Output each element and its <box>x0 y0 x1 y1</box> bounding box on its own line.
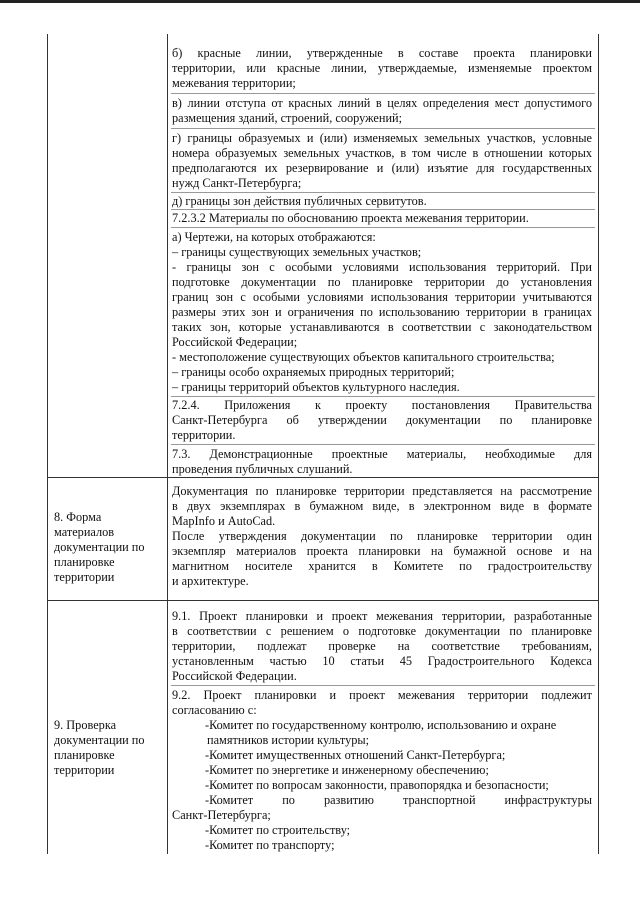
section-91-line3: территории, подлежат проверке на соответствие требованиям, <box>172 639 592 653</box>
item-g-line1: г) границы образуемых и (или) изменяемых земельных участков, условные <box>172 131 592 145</box>
row8-label-line3: документации по <box>54 540 145 554</box>
item-g-line3: предполагаются их резервирование и (или) изъятие для государственных <box>172 161 592 175</box>
paragraph-separator <box>171 444 595 445</box>
row8-text-line1: Документация по планировке территории представляется на рассмотрение <box>172 484 592 498</box>
section-724-line2: Санкт-Петербурга об утверждении документации по планировке <box>172 413 592 427</box>
paragraph-separator <box>171 192 595 193</box>
item-v-line2: размещения зданий, строений, сооружений; <box>172 111 403 125</box>
section-92-line10: -Комитет по строительству; <box>205 823 351 837</box>
item-a-line11: – границы территорий объектов культурного наследия. <box>172 380 460 394</box>
item-g-line2: номера образуемых земельных участков, в том числе в отношении которых <box>172 146 592 160</box>
paragraph-separator <box>171 128 595 129</box>
requirements-table <box>47 34 599 854</box>
item-a-line3: - границы зон с особыми условиями использования территорий. При <box>172 260 592 274</box>
section-92-line5: -Комитет имущественных отношений Санкт-Петербурга; <box>205 748 506 762</box>
row8-label-line2: материалов <box>54 525 115 539</box>
item-a-line4: подготовке документации по планировке территории до установления <box>172 275 592 289</box>
section-91-line2: в соответствии с решением о подготовке документации по планировке <box>172 624 592 638</box>
row8-label-line4: планировке <box>54 555 115 569</box>
section-92-line2: согласованию с: <box>172 703 257 717</box>
paragraph-separator <box>171 93 595 94</box>
section-92-line9: Санкт-Петербурга; <box>172 808 271 822</box>
section-92-line7: -Комитет по вопросам законности, правопорядка и безопасности; <box>205 778 549 792</box>
table-border-right <box>598 34 599 854</box>
item-d: д) границы зон действия публичных сервитутов. <box>172 194 427 208</box>
row9-label-line4: территории <box>54 763 115 777</box>
page-top-rule <box>0 0 640 3</box>
table-border-left <box>47 34 48 854</box>
paragraph-separator <box>171 685 595 686</box>
item-b-line2: территории, или красные линии, утверждаемые, изменяемые проектом <box>172 61 592 75</box>
item-a-line9: - местоположение существующих объектов капитального строительства; <box>172 350 555 364</box>
row8-text-line5: экземпляр материалов проекта планировки на бумажной основе и на <box>172 544 592 558</box>
row-divider-8 <box>47 477 599 478</box>
row8-text-line6: магнитном носителе хранится в Комитете по градостроительству <box>172 559 592 573</box>
row9-label-line3: планировке <box>54 748 115 762</box>
item-a-line5: границ зон с особыми условиями использования территории учитываются <box>172 290 592 304</box>
row8-label-line1: 8. Форма <box>54 510 102 524</box>
section-92-line1: 9.2. Проект планировки и проект межевания территории подлежит <box>172 688 592 702</box>
row8-text-line7: и архитектуре. <box>172 574 249 588</box>
section-73-line1: 7.3. Демонстрационные проектные материалы, необходимые для <box>172 447 592 461</box>
section-92-line6: -Комитет по энергетике и инженерному обеспечению; <box>205 763 489 777</box>
item-a-line7: таких зон, которые устанавливаются в соответствии с законодательством <box>172 320 592 334</box>
table-column-divider <box>167 34 168 854</box>
row9-label-line1: 9. Проверка <box>54 718 117 732</box>
row-divider-9 <box>47 600 599 601</box>
section-91-line1: 9.1. Проект планировки и проект межевания территории, разработанные <box>172 609 592 623</box>
paragraph-separator <box>171 396 595 397</box>
item-b-line3: межевания территории; <box>172 76 296 90</box>
item-b-line1: б) красные линии, утвержденные в составе проекта планировки <box>172 46 592 60</box>
item-g-line4: нужд Санкт-Петербурга; <box>172 176 302 190</box>
section-92-line8: -Комитет по развитию транспортной инфраструктуры <box>205 793 592 807</box>
section-91-line5: Российской Федерации. <box>172 669 297 683</box>
row9-label-line2: документации по <box>54 733 145 747</box>
paragraph-separator <box>171 227 595 228</box>
row8-text-line3: MapInfo и AutoCad. <box>172 514 276 528</box>
item-a-line1: а) Чертежи, на которых отображаются: <box>172 230 376 244</box>
row8-label-line5: территории <box>54 570 115 584</box>
item-a-line8: Российской Федерации; <box>172 335 298 349</box>
item-v-line1: в) линии отступа от красных линий в целях определения мест допустимого <box>172 96 592 110</box>
item-a-line2: – границы существующих земельных участков; <box>172 245 422 259</box>
section-92-line4: памятников истории культуры; <box>207 733 370 747</box>
section-73-line2: проведения публичных слушаний. <box>172 462 353 476</box>
section-724-line1: 7.2.4. Приложения к проекту постановления Правительства <box>172 398 592 412</box>
row8-text-line4: После утверждения документации по планировке территории один <box>172 529 592 543</box>
item-a-line10: – границы особо охраняемых природных территорий; <box>172 365 455 379</box>
item-a-line6: размеры этих зон и ограничения по использованию территории в границах <box>172 305 592 319</box>
row8-text-line2: в двух экземплярах в бумажном виде, в электронном виде в формате <box>172 499 592 513</box>
paragraph-separator <box>171 209 595 210</box>
section-724-line3: территории. <box>172 428 236 442</box>
section-7232-heading: 7.2.3.2 Материалы по обоснованию проекта межевания территории. <box>172 211 529 225</box>
section-92-line3: -Комитет по государственному контролю, использованию и охране <box>205 718 557 732</box>
section-91-line4: установленным частью 10 статьи 45 Градостроительного Кодекса <box>172 654 592 668</box>
section-92-line11: -Комитет по транспорту; <box>205 838 335 852</box>
